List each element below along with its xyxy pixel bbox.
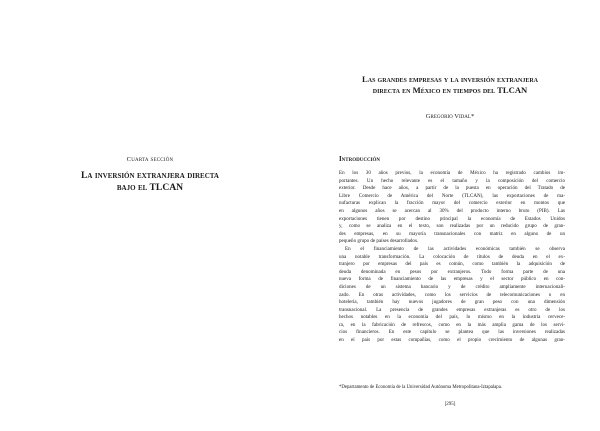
chapter-title-line: directa en México en tiempos del TLCAN xyxy=(372,85,528,95)
body-line: Libre Comercio de América del Norte (TLCAN), las exportaciones de ma- xyxy=(339,192,565,199)
intro-heading: Introducción xyxy=(339,156,381,163)
body-line: zado. En otras actividades, como los servicios de telecomunicaciones o en xyxy=(339,291,565,298)
section-title-line: bajo el TLCAN xyxy=(116,182,184,193)
body-line: en el país por estas compañías, como el propio crecimiento de algunas gran- xyxy=(339,337,565,344)
body-line: pequeño grupo de países desarrollados. xyxy=(339,238,419,245)
body-line: diciones de un sistema bancario y de crédito ampliamente internacionali- xyxy=(339,283,565,290)
body-line: exterior. Desde hace años, a partir de la puesta en operación del Tratado de xyxy=(339,185,565,192)
section-label: Cuarta sección xyxy=(126,156,174,163)
body-line: En los 30 años previos, la economía de México ha registrado cambios im- xyxy=(339,170,565,176)
body-text xyxy=(339,170,565,345)
body-line: nueva forma de financiamiento de las empresas y el sector público en con- xyxy=(339,276,565,283)
footnote: *Departamento de Economía de la Universidad Autónoma Metropolitana-Iztapalapa. xyxy=(339,385,503,390)
body-line: hotelería, también hay nuevos jugadores de gran peso con una dimensión xyxy=(339,299,565,306)
chapter-title-line: Las grandes empresas y la inversión extranjera xyxy=(362,74,538,84)
body-line: transnacional. La presencia de grandes empresas extranjeras es otro de los xyxy=(339,306,565,313)
body-line: portantes. Un hecho relevante es el tamaño y la composición del comercio xyxy=(339,177,565,184)
body-line: exportaciones tienen por destino principal la economía de Estados Unidos xyxy=(339,215,565,222)
body-line: y, como se analiza en el texto, son realizadas por un reducido grupo de gran- xyxy=(339,223,565,230)
body-line: hechos notables en la economía del país, lo mismo en la industria cervece- xyxy=(339,314,565,321)
body-line: nufacturas explican la fracción mayor del comercio exterior en montos que xyxy=(339,200,565,207)
section-title-line: La inversión extranjera directa xyxy=(81,170,219,181)
section-title xyxy=(0,170,300,194)
page-number: [295] xyxy=(444,402,456,407)
body-line: deuda denominada en pesos por extranjeros. Todo forma parte de una xyxy=(339,268,565,275)
body-line: ra, en la fabricación de refrescos, como en la más amplia gama de los servi- xyxy=(339,321,565,328)
author-name: Gregorio Vidal* xyxy=(425,113,475,120)
body-line: tranjero por empresas del país es común, como también la adquisición de xyxy=(339,261,565,268)
body-line: una notable transformación. La colocación de títulos de deuda en el ex- xyxy=(339,253,565,260)
body-line: En el financiamiento de las actividades económicas también se observa xyxy=(345,245,565,252)
body-line: cios financieros. En este capítulo se plantea que las inversiones realizadas xyxy=(339,329,565,336)
right-page xyxy=(300,0,600,431)
body-line: des empresas, en su mayoría transnacionales con matriz en alguno de un xyxy=(339,230,565,237)
body-line: en algunos años se acercan al 30% del producto interno bruto (PIB). Las xyxy=(339,207,565,214)
chapter-title xyxy=(300,74,600,96)
